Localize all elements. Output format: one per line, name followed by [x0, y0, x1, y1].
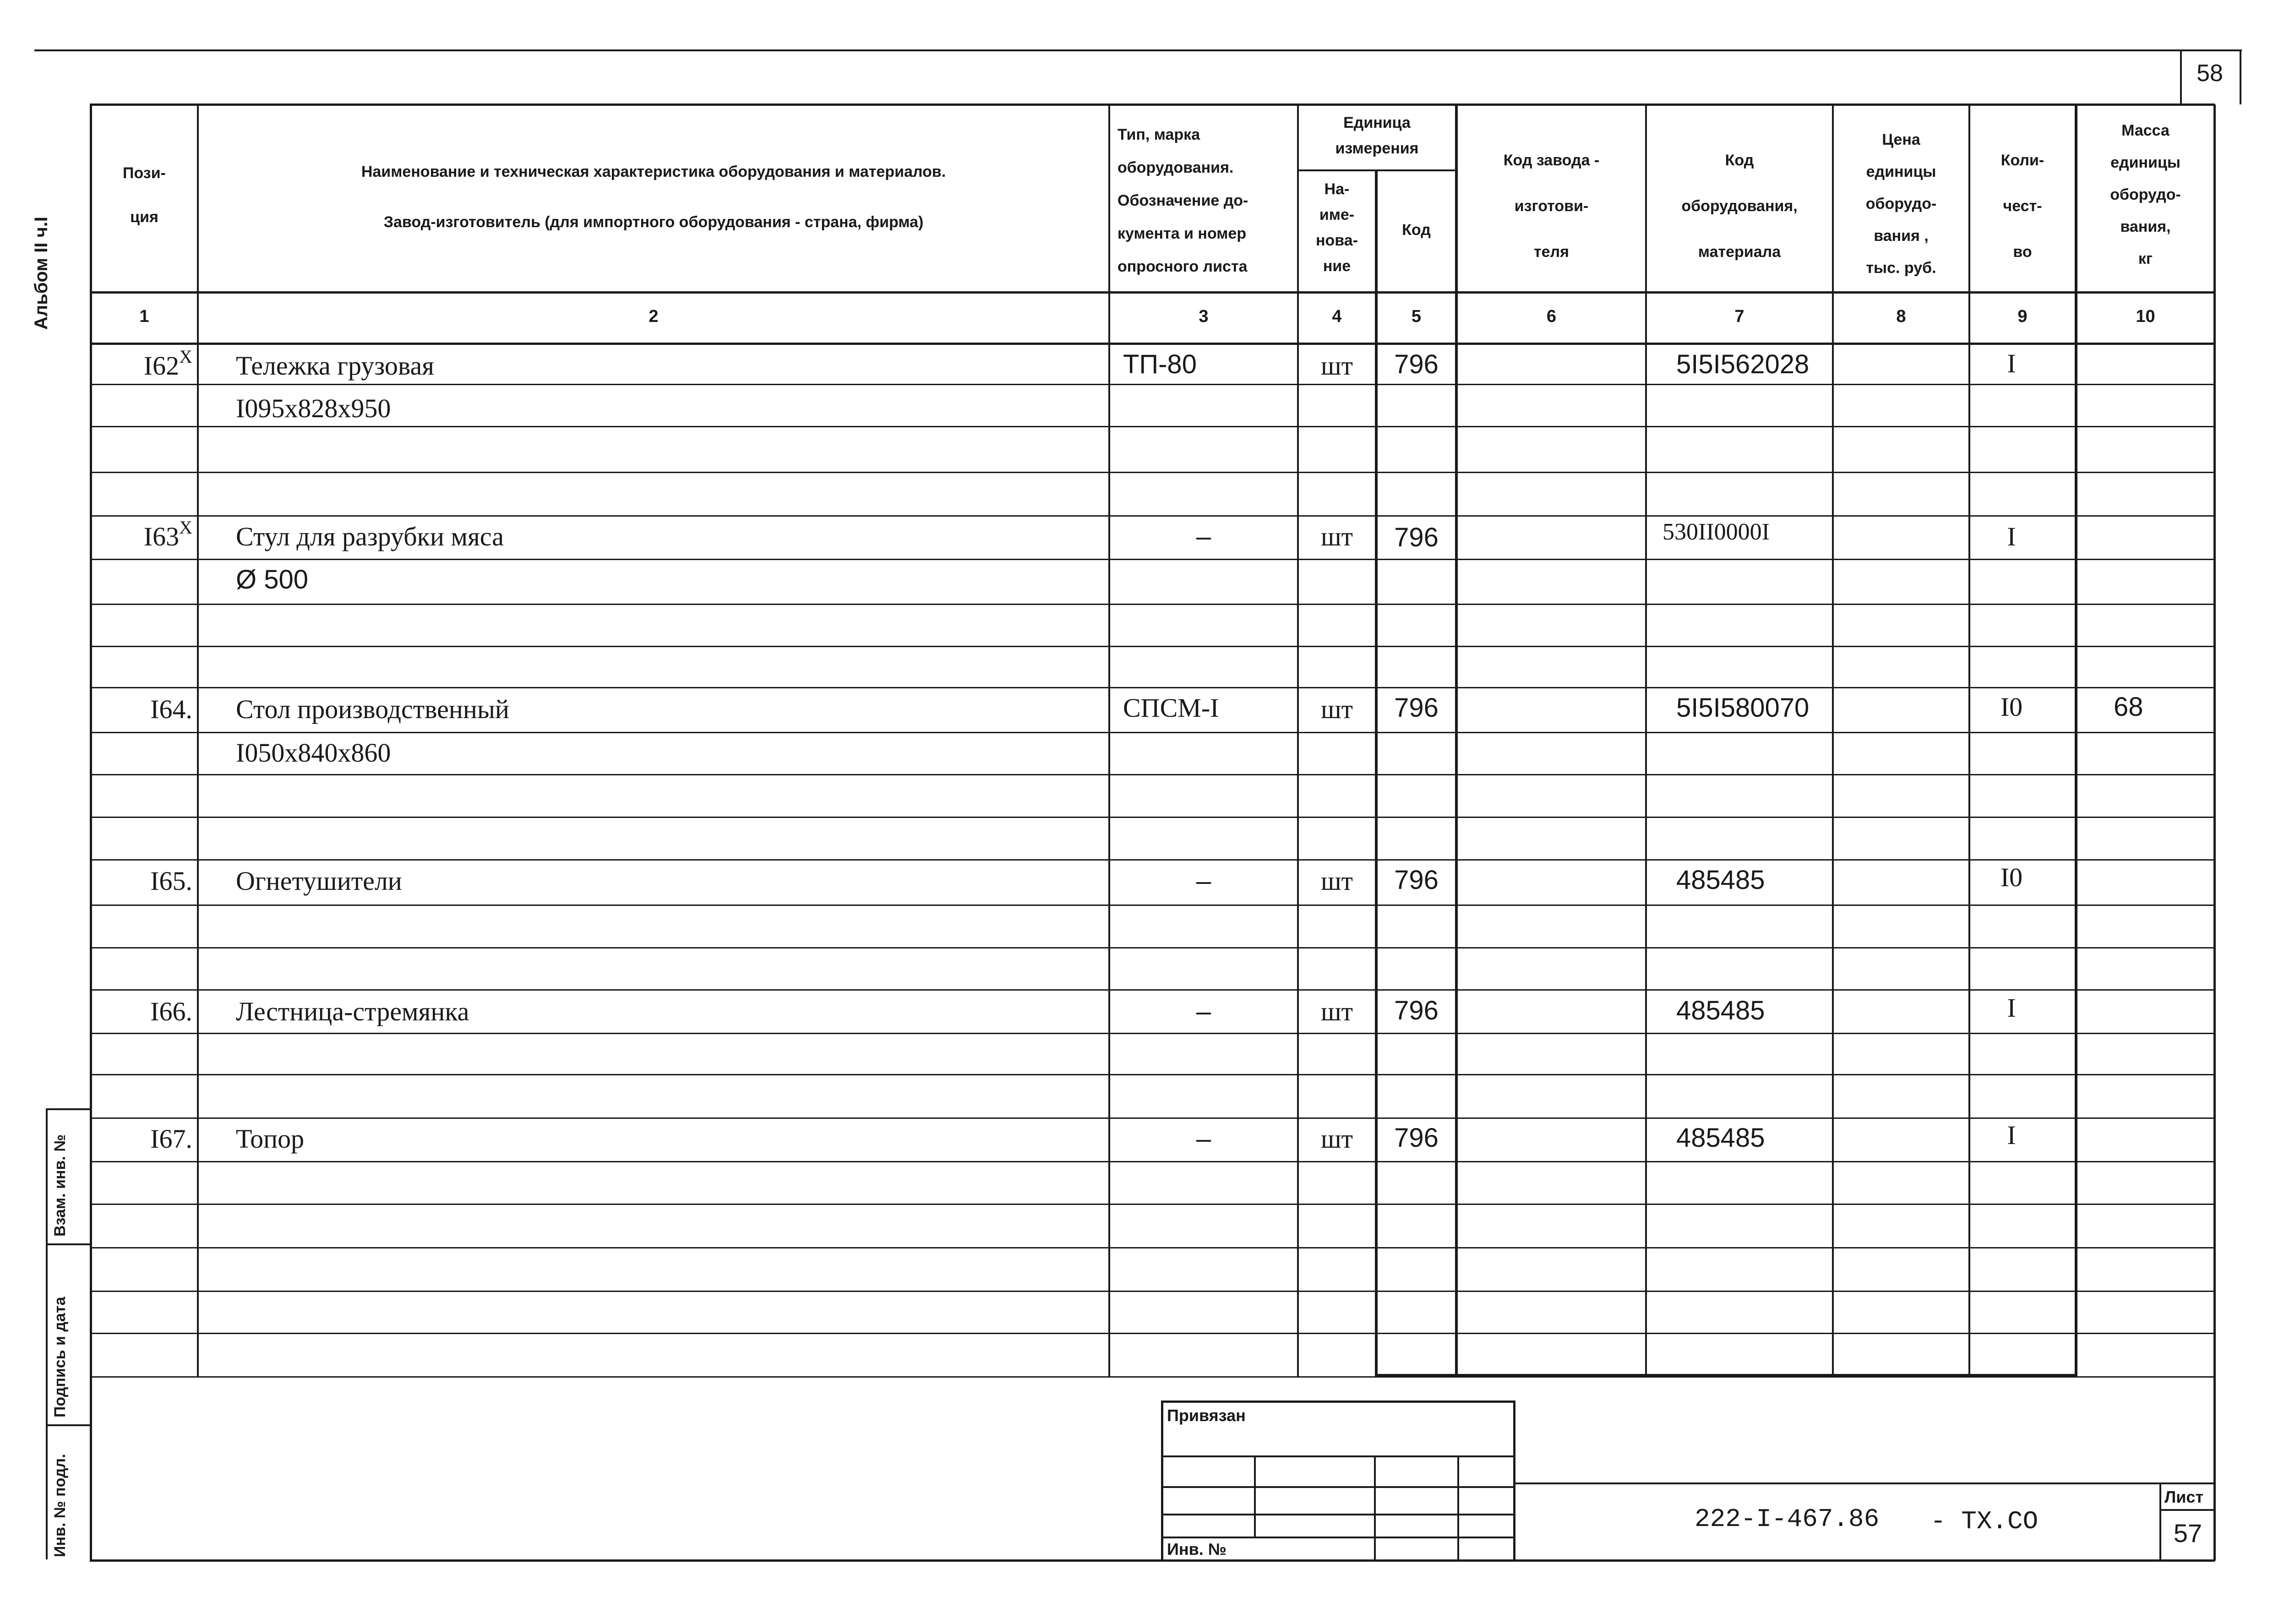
- row-name: Лестница-стремянка: [236, 997, 469, 1026]
- row-unit: шт: [1320, 1124, 1353, 1154]
- list-label: Лист: [2164, 1488, 2204, 1506]
- header-price: Цена единицы оборудо- вания , тыс. руб.: [1865, 131, 1937, 277]
- row-unit-code: 796: [1394, 523, 1439, 552]
- row-position: I66.: [150, 997, 192, 1026]
- header-factory-code: Код завода - изготови- теля: [1503, 152, 1600, 261]
- header-name: Наименование и техническая характеристика оборудования и материалов. Завод-изготовитель (для импортного оборудования - страна, фирма): [361, 163, 946, 231]
- row-name-detail: I095x828x950: [236, 393, 391, 423]
- row-name: Огнетушители: [236, 866, 402, 896]
- row-equipment-code: 485485: [1676, 996, 1765, 1025]
- row-unit: шт: [1320, 351, 1353, 381]
- row-name-detail: Ø 500: [236, 565, 308, 594]
- row-name: Тележка грузовая: [236, 351, 434, 381]
- row-type: ТП-80: [1123, 349, 1197, 379]
- row-equipment-code: 5I5I580070: [1676, 693, 1810, 723]
- header-quantity: Коли- чест- во: [2000, 152, 2044, 261]
- row-equipment-code: 5I5I562028: [1676, 349, 1810, 379]
- row-unit-code: 796: [1394, 996, 1439, 1025]
- row-position: $I63^X$: [143, 517, 192, 551]
- document-suffix: - ТХ.СО: [1930, 1507, 2039, 1536]
- row-name-detail: I050x840x860: [236, 738, 391, 768]
- row-unit-code: 796: [1394, 865, 1439, 895]
- header-position: Пози- ция: [123, 164, 166, 226]
- header-equipment-code: Код оборудования, материала: [1681, 152, 1798, 261]
- col-number: 4: [1332, 307, 1342, 326]
- privyazan-label: Привязан: [1167, 1406, 1246, 1425]
- row-unit: шт: [1320, 694, 1353, 724]
- header-mass: Масса единицы оборудо- вания, кг: [2110, 122, 2181, 267]
- col-number: 9: [2017, 307, 2028, 326]
- list-number: 57: [2173, 1519, 2202, 1548]
- row-type: СПСМ-I: [1123, 693, 1219, 723]
- row-type: –: [1196, 522, 1211, 551]
- header-unit: Единица измерения: [1335, 114, 1419, 157]
- header-type: Тип, марка оборудования. Обозначение до- кумента и номер опросного листа: [1117, 126, 1248, 275]
- row-mass: 68: [2114, 692, 2143, 722]
- col-number: 5: [1411, 307, 1422, 326]
- col-number: 6: [1546, 307, 1557, 326]
- col-number: 10: [2136, 307, 2155, 326]
- row-position: I65.: [150, 866, 192, 896]
- col-number: 1: [139, 307, 149, 326]
- row-quantity: I0: [2000, 692, 2023, 722]
- row-quantity: I: [2007, 993, 2016, 1023]
- row-quantity: I: [2007, 349, 2016, 378]
- row-unit-code: 796: [1394, 1123, 1439, 1153]
- inv-number-label: Инв. №: [1167, 1540, 1226, 1559]
- row-position: I67.: [150, 1124, 192, 1154]
- header-unit-name: На- име- нова- ние: [1316, 180, 1358, 275]
- row-unit: шт: [1320, 866, 1353, 896]
- row-type: –: [1196, 997, 1211, 1026]
- row-name: Стол производственный: [236, 694, 509, 724]
- row-position: $I62^X$: [143, 346, 192, 381]
- row-name: Топор: [236, 1124, 305, 1154]
- row-unit: шт: [1320, 997, 1353, 1026]
- col-number: 8: [1896, 307, 1906, 326]
- row-quantity: I: [2007, 1120, 2016, 1150]
- side-inv-podl-label: Инв. № подл.: [51, 1454, 69, 1557]
- row-unit-code: 796: [1394, 349, 1439, 379]
- sheet-corner-number: 58: [2197, 60, 2223, 87]
- col-number: 7: [1734, 307, 1744, 326]
- document-code: 222-I-467.86: [1695, 1504, 1880, 1534]
- row-type: –: [1196, 1124, 1211, 1154]
- header-unit-code: Код: [1402, 221, 1431, 239]
- row-quantity: I: [2007, 522, 2016, 551]
- side-podpis-label: Подпись и дата: [51, 1297, 69, 1417]
- row-quantity: I0: [2000, 862, 2023, 892]
- row-position: I64.: [150, 694, 192, 724]
- row-unit: шт: [1320, 522, 1353, 551]
- row-equipment-code: 530II0000I: [1663, 519, 1770, 545]
- row-equipment-code: 485485: [1676, 1123, 1765, 1153]
- row-type: –: [1196, 866, 1211, 896]
- row-name: Стул для разрубки мяса: [236, 522, 504, 551]
- col-number: 2: [649, 307, 659, 326]
- row-equipment-code: 485485: [1676, 865, 1765, 895]
- side-album-label: Альбом II ч.I: [31, 217, 51, 330]
- row-unit-code: 796: [1394, 693, 1439, 723]
- col-number: 3: [1199, 307, 1209, 326]
- side-vzam-label: Взам. инв. №: [51, 1134, 69, 1237]
